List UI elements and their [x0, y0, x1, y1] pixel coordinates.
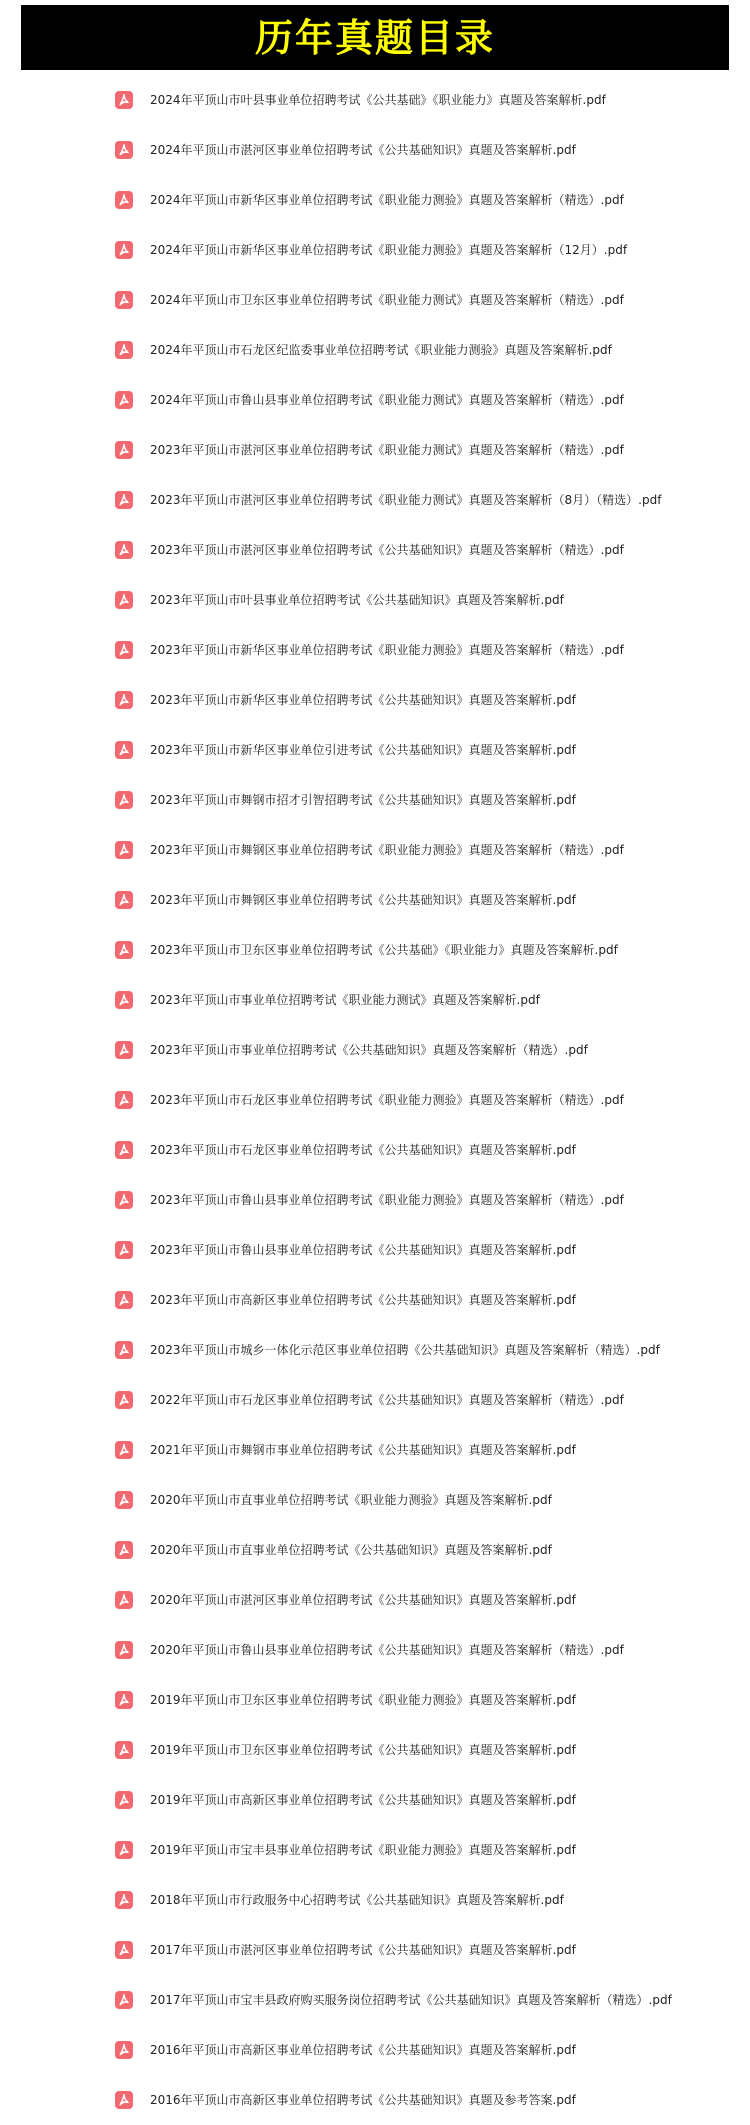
pdf-icon: [114, 640, 134, 660]
file-list-item[interactable]: [0, 275, 750, 325]
file-name[interactable]: 2023年平顶山市舞钢区事业单位招聘考试《职业能力测验》真题及答案解析（精选）.pdf: [150, 843, 624, 857]
file-list-item[interactable]: [0, 125, 750, 175]
file-list-item[interactable]: [0, 1575, 750, 1625]
pdf-icon: [114, 690, 134, 710]
pdf-icon: [114, 790, 134, 810]
file-list-item[interactable]: [0, 1625, 750, 1675]
pdf-icon: [114, 1140, 134, 1160]
file-list-item[interactable]: [0, 75, 750, 125]
file-list-item[interactable]: [0, 325, 750, 375]
file-list-item[interactable]: [0, 1875, 750, 1925]
file-name[interactable]: 2024年平顶山市卫东区事业单位招聘考试《职业能力测试》真题及答案解析（精选）.pdf: [150, 293, 624, 307]
file-list-item[interactable]: [0, 1175, 750, 1225]
pdf-icon: [114, 990, 134, 1010]
file-name[interactable]: 2016年平顶山市高新区事业单位招聘考试《公共基础知识》真题及答案解析.pdf: [150, 2043, 576, 2057]
file-list-item[interactable]: [0, 1225, 750, 1275]
file-name[interactable]: 2016年平顶山市高新区事业单位招聘考试《公共基础知识》真题及参考答案.pdf: [150, 2093, 576, 2107]
pdf-icon: [114, 1940, 134, 1960]
file-name[interactable]: 2023年平顶山市石龙区事业单位招聘考试《公共基础知识》真题及答案解析.pdf: [150, 1143, 576, 1157]
file-name[interactable]: 2023年平顶山市新华区事业单位招聘考试《公共基础知识》真题及答案解析.pdf: [150, 693, 576, 707]
file-name[interactable]: 2017年平顶山市湛河区事业单位招聘考试《公共基础知识》真题及答案解析.pdf: [150, 1943, 576, 1957]
file-list-item[interactable]: [0, 575, 750, 625]
pdf-icon: [114, 1740, 134, 1760]
file-name[interactable]: 2023年平顶山市湛河区事业单位招聘考试《公共基础知识》真题及答案解析（精选）.pdf: [150, 543, 624, 557]
pdf-icon: [114, 1340, 134, 1360]
file-list-item[interactable]: [0, 525, 750, 575]
pdf-icon: [114, 1640, 134, 1660]
file-list-item[interactable]: [0, 1375, 750, 1425]
file-list-item[interactable]: [0, 1775, 750, 1825]
file-name[interactable]: 2019年平顶山市卫东区事业单位招聘考试《公共基础知识》真题及答案解析.pdf: [150, 1743, 576, 1757]
file-name[interactable]: 2020年平顶山市直事业单位招聘考试《公共基础知识》真题及答案解析.pdf: [150, 1543, 552, 1557]
pdf-icon: [114, 140, 134, 160]
pdf-icon: [114, 1990, 134, 2010]
file-list-item[interactable]: [0, 1825, 750, 1875]
pdf-icon: [114, 1490, 134, 1510]
file-list-item[interactable]: [0, 475, 750, 525]
file-name[interactable]: 2023年平顶山市事业单位招聘考试《公共基础知识》真题及答案解析（精选）.pdf: [150, 1043, 588, 1057]
pdf-icon: [114, 1890, 134, 1910]
file-list-item[interactable]: [0, 1725, 750, 1775]
file-name[interactable]: 2019年平顶山市卫东区事业单位招聘考试《职业能力测验》真题及答案解析.pdf: [150, 1693, 576, 1707]
file-name[interactable]: 2020年平顶山市直事业单位招聘考试《职业能力测验》真题及答案解析.pdf: [150, 1493, 552, 1507]
file-name[interactable]: 2023年平顶山市新华区事业单位招聘考试《职业能力测验》真题及答案解析（精选）.pdf: [150, 643, 624, 657]
file-list-item[interactable]: [0, 725, 750, 775]
pdf-icon: [114, 1840, 134, 1860]
file-name[interactable]: 2020年平顶山市鲁山县事业单位招聘考试《公共基础知识》真题及答案解析（精选）.pdf: [150, 1643, 624, 1657]
file-list-item[interactable]: [0, 1125, 750, 1175]
file-name[interactable]: 2023年平顶山市卫东区事业单位招聘考试《公共基础》《职业能力》真题及答案解析.pdf: [150, 943, 618, 957]
file-name[interactable]: 2023年平顶山市高新区事业单位招聘考试《公共基础知识》真题及答案解析.pdf: [150, 1293, 576, 1307]
file-name[interactable]: 2024年平顶山市石龙区纪监委事业单位招聘考试《职业能力测验》真题及答案解析.pdf: [150, 343, 612, 357]
file-list-item[interactable]: [0, 2025, 750, 2075]
title-bar: [21, 5, 729, 70]
pdf-icon: [114, 1540, 134, 1560]
file-list-item[interactable]: [0, 675, 750, 725]
file-list-item[interactable]: [0, 1425, 750, 1475]
pdf-icon: [114, 1390, 134, 1410]
file-list-item[interactable]: [0, 225, 750, 275]
file-list-item[interactable]: [0, 975, 750, 1025]
file-name[interactable]: 2024年平顶山市鲁山县事业单位招聘考试《职业能力测试》真题及答案解析（精选）.pdf: [150, 393, 624, 407]
pdf-icon: [114, 1090, 134, 1110]
file-name[interactable]: 2024年平顶山市叶县事业单位招聘考试《公共基础》《职业能力》真题及答案解析.pdf: [150, 93, 606, 107]
file-name[interactable]: 2022年平顶山市石龙区事业单位招聘考试《公共基础知识》真题及答案解析（精选）.pdf: [150, 1393, 624, 1407]
file-name[interactable]: 2023年平顶山市舞钢区事业单位招聘考试《公共基础知识》真题及答案解析.pdf: [150, 893, 576, 907]
file-name[interactable]: 2021年平顶山市舞钢市事业单位招聘考试《公共基础知识》真题及答案解析.pdf: [150, 1443, 576, 1457]
pdf-icon: [114, 590, 134, 610]
file-list-item[interactable]: [0, 825, 750, 875]
pdf-icon: [114, 1190, 134, 1210]
file-list-item[interactable]: [0, 1925, 750, 1975]
file-name[interactable]: 2023年平顶山市新华区事业单位引进考试《公共基础知识》真题及答案解析.pdf: [150, 743, 576, 757]
pdf-icon: [114, 490, 134, 510]
file-name[interactable]: 2017年平顶山市宝丰县政府购买服务岗位招聘考试《公共基础知识》真题及答案解析（精选）.pdf: [150, 1993, 672, 2007]
file-name[interactable]: 2020年平顶山市湛河区事业单位招聘考试《公共基础知识》真题及答案解析.pdf: [150, 1593, 576, 1607]
pdf-icon: [114, 1590, 134, 1610]
pdf-icon: [114, 940, 134, 960]
pdf-icon: [114, 1240, 134, 1260]
pdf-icon: [114, 340, 134, 360]
file-name[interactable]: 2023年平顶山市舞钢市招才引智招聘考试《公共基础知识》真题及答案解析.pdf: [150, 793, 576, 807]
file-list-item[interactable]: [0, 1025, 750, 1075]
pdf-icon: [114, 1790, 134, 1810]
file-list-item[interactable]: [0, 2075, 750, 2125]
file-name[interactable]: 2019年平顶山市宝丰县事业单位招聘考试《职业能力测验》真题及答案解析.pdf: [150, 1843, 576, 1857]
pdf-icon: [114, 390, 134, 410]
file-list-item[interactable]: [0, 375, 750, 425]
page-title: 历年真题目录: [254, 14, 495, 60]
pdf-icon: [114, 1690, 134, 1710]
file-name[interactable]: 2023年平顶山市湛河区事业单位招聘考试《职业能力测试》真题及答案解析（8月）（精选）.pdf: [150, 493, 662, 507]
file-name[interactable]: 2023年平顶山市鲁山县事业单位招聘考试《公共基础知识》真题及答案解析.pdf: [150, 1243, 576, 1257]
file-name[interactable]: 2023年平顶山市鲁山县事业单位招聘考试《职业能力测验》真题及答案解析（精选）.pdf: [150, 1193, 624, 1207]
pdf-icon: [114, 1290, 134, 1310]
file-list-item[interactable]: [0, 175, 750, 225]
file-list-item[interactable]: [0, 1075, 750, 1125]
pdf-icon: [114, 440, 134, 460]
pdf-icon: [114, 240, 134, 260]
file-name[interactable]: 2023年平顶山市事业单位招聘考试《职业能力测试》真题及答案解析.pdf: [150, 993, 540, 1007]
file-list-item[interactable]: [0, 925, 750, 975]
file-list-item[interactable]: [0, 875, 750, 925]
pdf-icon: [114, 1040, 134, 1060]
file-name[interactable]: 2023年平顶山市叶县事业单位招聘考试《公共基础知识》真题及答案解析.pdf: [150, 593, 564, 607]
file-list: [0, 75, 750, 2125]
file-list-item[interactable]: [0, 1275, 750, 1325]
pdf-icon: [114, 890, 134, 910]
pdf-icon: [114, 2040, 134, 2060]
pdf-icon: [114, 90, 134, 110]
file-name[interactable]: 2024年平顶山市湛河区事业单位招聘考试《公共基础知识》真题及答案解析.pdf: [150, 143, 576, 157]
file-list-item[interactable]: [0, 775, 750, 825]
file-list-item[interactable]: [0, 1325, 750, 1375]
file-name[interactable]: 2018年平顶山市行政服务中心招聘考试《公共基础知识》真题及答案解析.pdf: [150, 1893, 564, 1907]
pdf-icon: [114, 2090, 134, 2110]
file-list-item[interactable]: [0, 1475, 750, 1525]
pdf-icon: [114, 840, 134, 860]
file-list-item[interactable]: [0, 425, 750, 475]
file-list-item[interactable]: [0, 1675, 750, 1725]
pdf-icon: [114, 290, 134, 310]
file-list-item[interactable]: [0, 1975, 750, 2025]
pdf-icon: [114, 740, 134, 760]
file-list-item[interactable]: [0, 1525, 750, 1575]
file-name[interactable]: 2019年平顶山市高新区事业单位招聘考试《公共基础知识》真题及答案解析.pdf: [150, 1793, 576, 1807]
pdf-icon: [114, 1440, 134, 1460]
file-name[interactable]: 2023年平顶山市城乡一体化示范区事业单位招聘《公共基础知识》真题及答案解析（精选）.pdf: [150, 1343, 660, 1357]
pdf-icon: [114, 190, 134, 210]
file-name[interactable]: 2023年平顶山市湛河区事业单位招聘考试《职业能力测试》真题及答案解析（精选）.pdf: [150, 443, 624, 457]
file-name[interactable]: 2024年平顶山市新华区事业单位招聘考试《职业能力测验》真题及答案解析（12月）.pdf: [150, 243, 628, 257]
file-name[interactable]: 2023年平顶山市石龙区事业单位招聘考试《职业能力测验》真题及答案解析（精选）.pdf: [150, 1093, 624, 1107]
file-list-item[interactable]: [0, 625, 750, 675]
file-name[interactable]: 2024年平顶山市新华区事业单位招聘考试《职业能力测验》真题及答案解析（精选）.pdf: [150, 193, 624, 207]
pdf-icon: [114, 540, 134, 560]
